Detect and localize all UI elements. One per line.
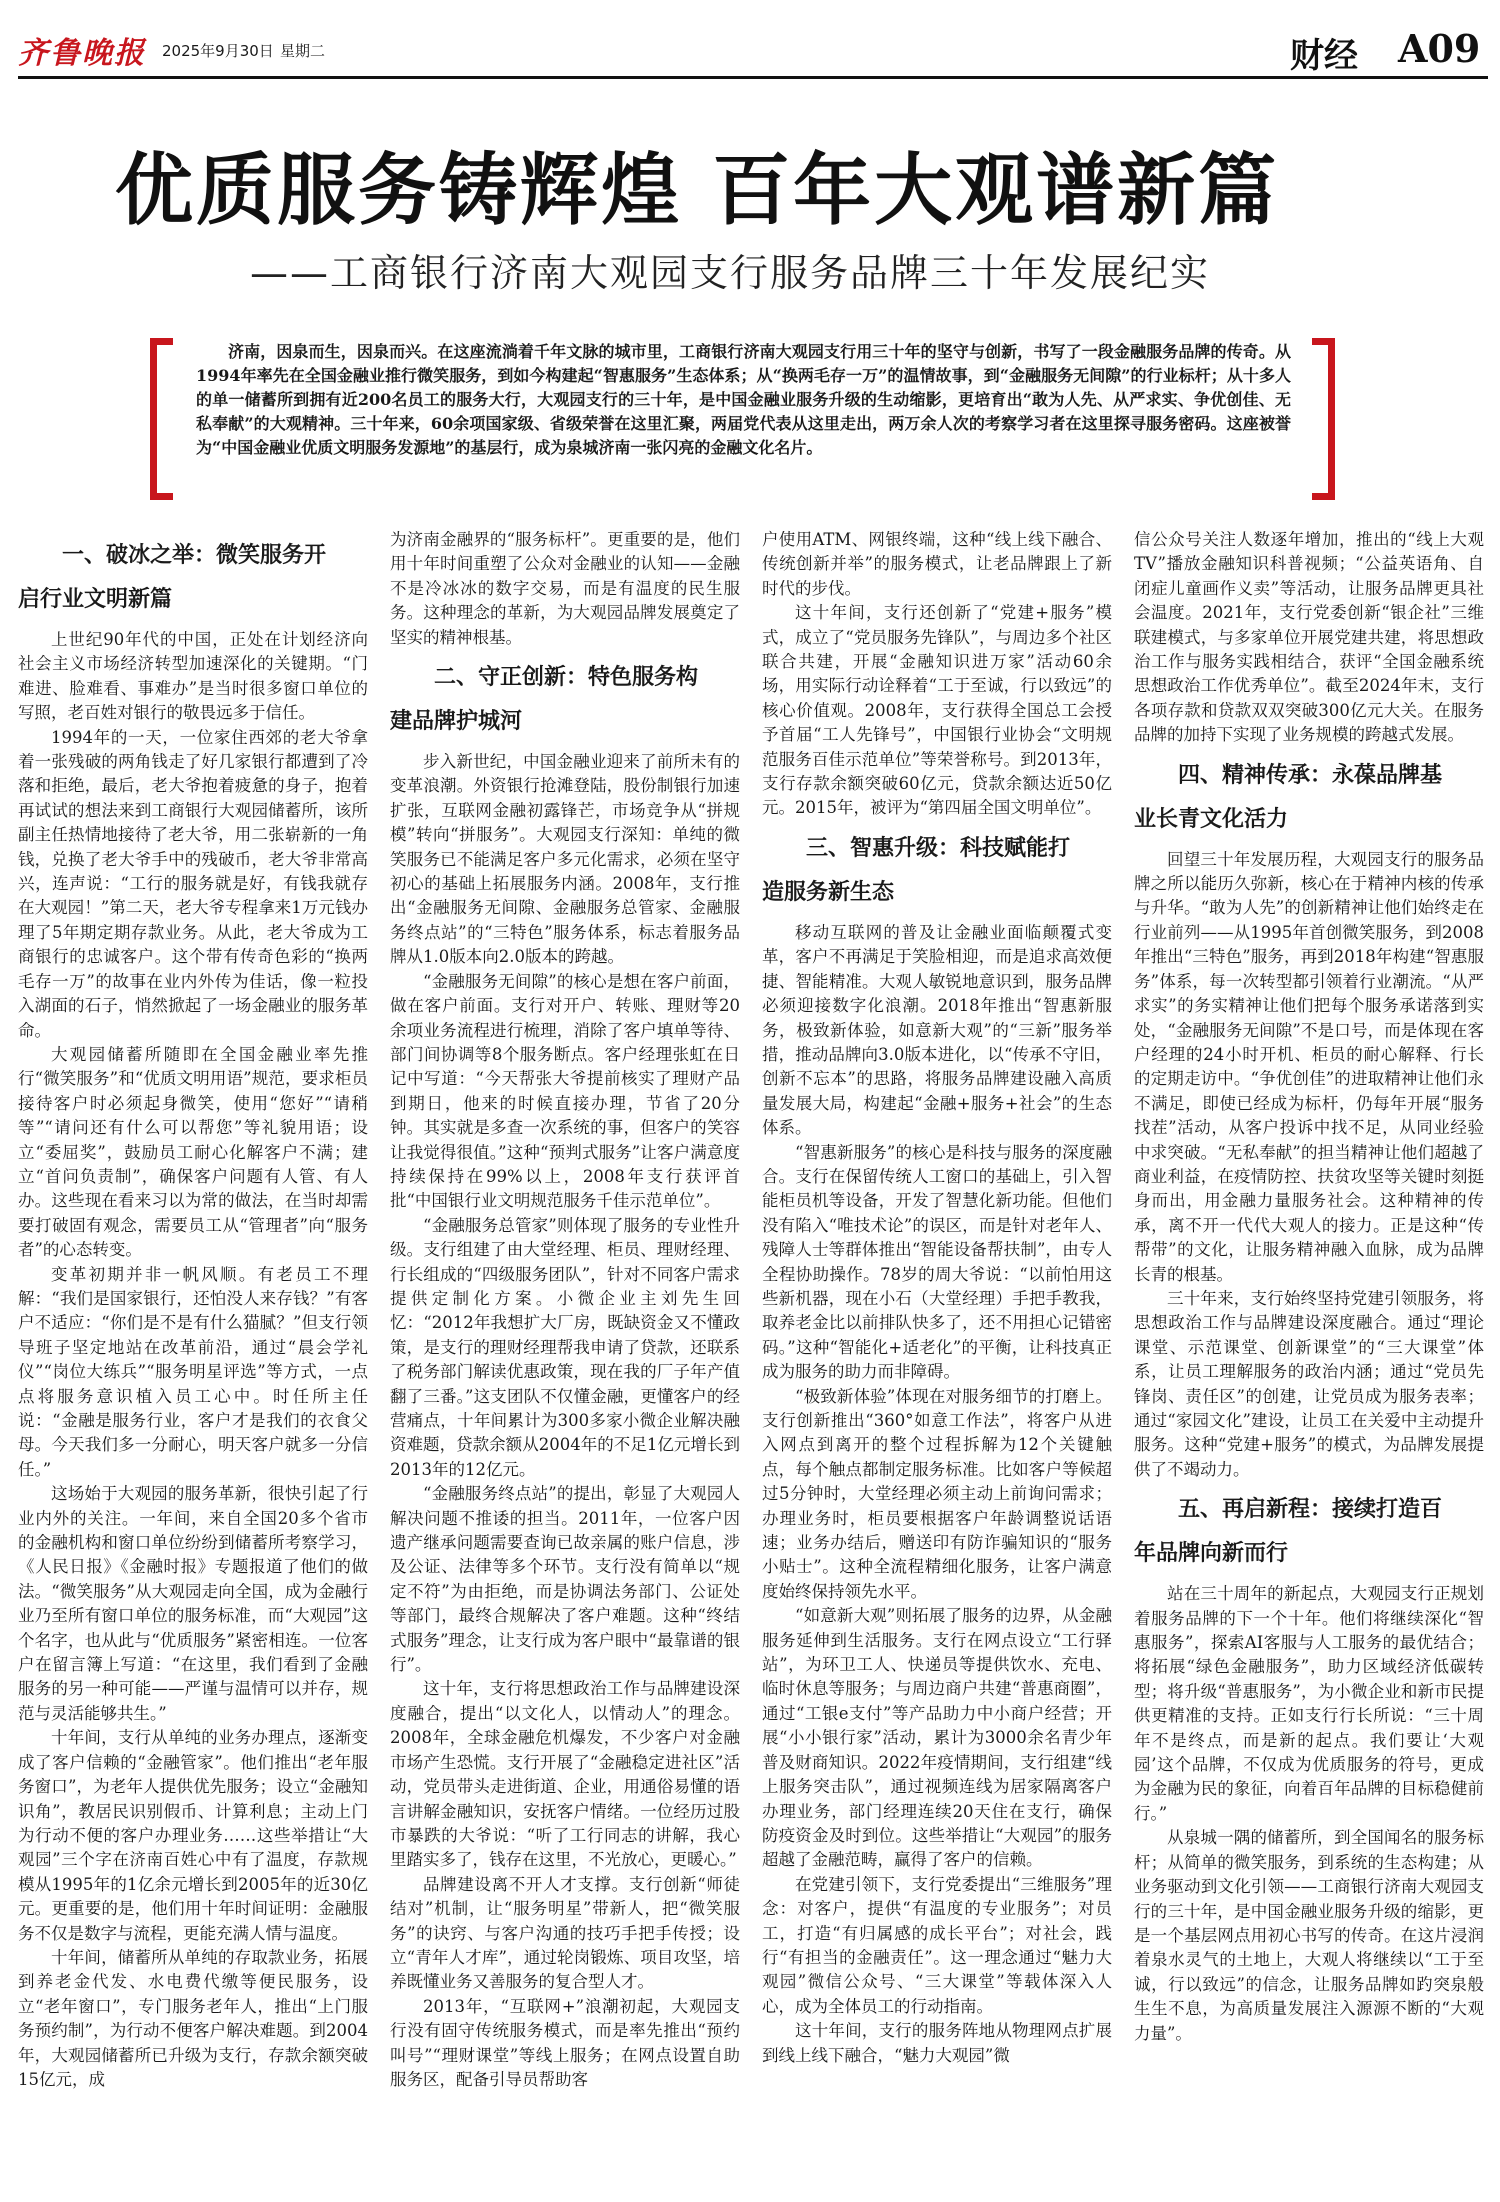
body-paragraph: “金融服务终点站”的提出，彰显了大观园人解决问题不推诿的担当。2011年，一位客户因遗产继承问题需要查询已故亲属的账户信息，涉及公证、法律等多个环节。支行没有简单以“规定不符”为由拒绝，而是协调法务部门、公证处等部门，最终合规解决了客户难题。这种“终结式服务”理念，让支行成为客户眼中“最靠谱的银行”。 xyxy=(390,1484,740,1675)
lead-paragraph: 济南，因泉而生，因泉而兴。在这座流淌着千年文脉的城市里，工商银行济南大观园支行用三十年的坚守与创新，书写了一段金融服务品牌的传奇。从1994年率先在全国金融业推行微笑服务，到如今构建起“智惠服务”生态体系；从“换两毛存一万”的温情故事，到“金融服务无间隙”的行业标杆；从十多人的单一储蓄所到拥有近200名员工的服务大行，大观园支行的三十年，是中国金融业服务升级的生动缩影，更培育出“敢为人先、从严求实、争优创佳、无私奉献”的大观精神。三十年来，60余项国家级、省级荣誉在这里汇聚，两届党代表从这里走出，两万余人次的考察学习者在这里探寻服务密码。这座被誉为“中国金融业优质文明服务发源地”的基层行，成为泉城济南一张闪亮的金融文化名片。 xyxy=(196,342,1291,457)
body-paragraph: 站在三十周年的新起点，大观园支行正规划着服务品牌的下一个十年。他们将继续深化“智惠服务”，探索AI客服与人工服务的最优结合；将拓展“绿色金融服务”，助力区域经济低碳转型；将升级“普惠服务”，为小微企业和新市民提供更精准的支持。正如支行行长所说：“三十周年不是终点，而是新的起点。我们要让‘大观园’这个品牌，不仅成为优质服务的符号，更成为金融为民的象征，向着百年品牌的目标稳健前行。” xyxy=(1134,1584,1484,1823)
newspaper-masthead: 齐鲁晚报 xyxy=(18,36,146,71)
body-paragraph: 回望三十年发展历程，大观园支行的服务品牌之所以能历久弥新，核心在于精神内核的传承与升华。“敢为人先”的创新精神让他们始终走在行业前列——从1995年首创微笑服务，到2008年推出“三特色”服务，再到2018年构建“智惠服务”体系，每一次转型都引领着行业潮流。“从严求实”的务实精神让他们把每个服务承诺落到实处，“金融服务无间隙”不是口号，而是体现在客户经理的24小时开机、柜员的耐心解释、行长的定期走访中。“争优创佳”的进取精神让他们永不满足，即使已经成为标杆，仍每年开展“服务找茬”活动，从客户投诉中找不足，从同业经验中求突破。“无私奉献”的担当精神让他们超越了商业利益，在疫情防控、扶贫攻坚等关键时刻挺身而出，用金融力量服务社会。这种精神的传承，离不开一代代大观人的接力。正是这种“传帮带”的文化，让服务精神融入血脉，成为品牌长青的根基。 xyxy=(1134,849,1484,1284)
body-paragraph: 十年间，支行从单纯的业务办理点，逐渐变成了客户信赖的“金融管家”。他们推出“老年服务窗口”，为老年人提供优先服务；设立“金融知识角”，教居民识别假币、计算利息；主动上门为行动不便的客户办理业务……这些举措让“大观园”三个字在济南百姓心中有了温度，存款规模从1995年的1亿余元增长到2005年的近30亿元。更重要的是，他们用十年时间证明：金融服务不仅是数字与流程，更能充满人情与温度。 xyxy=(18,1728,368,1943)
issue-date: 2025年9月30日 xyxy=(162,42,274,60)
body-paragraph: “智惠新服务”的核心是科技与服务的深度融合。支行在保留传统人工窗口的基础上，引入智能柜员机等设备，开发了智慧化新功能。但他们没有陷入“唯技术论”的误区，而是针对老年人、残障人士等群体推出“智能设备帮扶制”，由专人全程协助操作。78岁的周大爷说：“以前怕用这些新机器，现在小石（大堂经理）手把手教我，取养老金比以前排队快多了，还不用担心记错密码。”这种“智能化+适老化”的平衡，让科技真正成为服务的助力而非障碍。 xyxy=(762,1142,1112,1382)
lead-bracket-left xyxy=(150,338,173,500)
section-heading xyxy=(1134,1488,1484,1576)
body-paragraph: 十年间，储蓄所从单纯的存取款业务，拓展到养老金代发、水电费代缴等便民服务，设立“老年窗口”，专门服务老年人，推出“上门服务预约制”，为行动不便客户解决难题。到2004年，大观园储蓄所已升级为支行，存款余额突破15亿元，成 xyxy=(18,1947,368,2089)
body-paragraph: 移动互联网的普及让金融业面临颠覆式变革，客户不再满足于笑脸相迎，而是追求高效便捷、智能精准。大观人敏锐地意识到，服务品牌必须迎接数字化浪潮。2018年推出“智惠新服务，极致新体验，如意新大观”的“三新”服务举措，推动品牌向3.0版本进化，以“传承不守旧，创新不忘本”的思路，将服务品牌建设融入高质量发展大局，构建起“金融+服务+社会”的生态体系。 xyxy=(762,922,1112,1138)
lead-bracket-right xyxy=(1312,338,1335,500)
body-paragraph: 三十年来，支行始终坚持党建引领服务，将思想政治工作与品牌建设深度融合。通过“理论课堂、示范课堂、创新课堂”的“三大课堂”体系，让员工理解服务的政治内涵；通过“党员先锋岗、责任区”的创建，让党员成为服务表率；通过“家园文化”建设，让员工在关爱中主动提升服务。这种“党建+服务”的模式，为品牌发展提供了不竭动力。 xyxy=(1134,1288,1484,1479)
text-column-1 xyxy=(18,528,368,2188)
text-column-4 xyxy=(1134,528,1484,2188)
article-body xyxy=(18,528,1488,2188)
header-rule xyxy=(18,76,1488,79)
body-paragraph: 品牌建设离不开人才支撑。支行创新“师徒结对”机制，让“服务明星”带新人，把“微笑服务”的诀窍、与客户沟通的技巧手把手传授；设立“青年人才库”，通过轮岗锻炼、项目攻坚，培养既懂业务又善服务的复合型人才。 xyxy=(390,1874,740,1992)
section-heading-line: 年品牌向新而行 xyxy=(1134,1541,1289,1567)
body-paragraph: “金融服务无间隙”的核心是想在客户前面，做在客户前面。支行对开户、转账、理财等20余项业务流程进行梳理，消除了客户填单等待、部门间协调等8个服务断点。客户经理张虹在日记中写道：“今天帮张大爷提前核实了理财产品到期日，他来的时候直接办理，节省了20分钟。其实就是多查一次系统的事，但客户的笑容让我觉得很值。”这种“预判式服务”让客户满意度持续保持在99%以上，2008年支行获评首批“中国银行业文明规范服务千佳示范单位”。 xyxy=(390,971,740,1211)
body-paragraph: 1994年的一天，一位家住西郊的老大爷拿着一张残破的两角钱走了好几家银行都遭到了冷落和拒绝，最后，老大爷抱着疲惫的身子，抱着再试试的想法来到工商银行大观园储蓄所，该所副主任热情地接待了老大爷，用二张崭新的一角钱，兑换了老大爷手中的残破币，老大爷非常高兴，连声说：“工行的服务就是好，有钱我就存在大观园！”第二天，老大爷专程拿来1万元钱办理了5年期定期存款业务。从此，老大爷成为工商银行的忠诚客户。这个带有传奇色彩的“换两毛存一万”的故事在业内外传为佳话，像一粒投入湖面的石子，悄然掀起了一场金融业的服务革命。 xyxy=(18,727,368,1040)
body-paragraph: 在党建引领下，支行党委提出“三维服务”理念：对客户，提供“有温度的专业服务”；对员工，打造“有归属感的成长平台”；对社会，践行“有担当的金融责任”。这一理念通过“魅力大观园”微信公众号、“三大课堂”等载体深入人心，成为全体员工的行动指南。 xyxy=(762,1874,1112,2016)
body-paragraph: 这十年间，支行还创新了“党建+服务”模式，成立了“党员服务先锋队”，与周边多个社区联合共建，开展“金融知识进万家”活动60余场，用实际行动诠释着“工于至诚，行以致远”的核心价值观。2008年，支行获得全国总工会授予首届“工人先锋号”，中国银行业协会“文明规范服务百佳示范单位”等荣誉称号。到2013年，支行存款余额突破60亿元，贷款余额达近50亿元。2015年，被评为“第四届全国文明单位”。 xyxy=(762,603,1112,818)
body-paragraph: 从泉城一隅的储蓄所，到全国闻名的服务标杆；从简单的微笑服务，到系统的生态构建；从业务驱动到文化引领——工商银行济南大观园支行的三十年，是中国金融业服务升级的缩影，更是一个基层网点用初心书写的传奇。在这片浸润着泉水灵气的土地上，大观人将继续以“工于至诚，行以致远”的信念，让服务品牌如趵突泉般生生不息，为高质量发展注入源源不断的“大观力量”。 xyxy=(1134,1828,1484,2043)
section-heading-line: 四、精神传承：永葆品牌基 xyxy=(1178,762,1443,788)
section-heading-line: 五、再启新程：接续打造百 xyxy=(1178,1497,1443,1523)
section-heading xyxy=(390,656,740,744)
section-heading-line: 三、智惠升级：科技赋能打 xyxy=(806,835,1071,861)
lead-box xyxy=(150,338,1335,486)
section-heading-line: 启行业文明新篇 xyxy=(18,587,173,612)
body-paragraph: 户使用ATM、网银终端，这种“线上线下融合、传统创新并举”的服务模式，让老品牌跟上了新时代的步伐。 xyxy=(762,530,1112,598)
body-paragraph: 2013年，“互联网+”浪潮初起，大观园支行没有固守传统服务模式，而是率先推出“预约叫号”“理财课堂”等线上服务；在网点设置自助服务区，配备引导员帮助客 xyxy=(390,1996,740,2089)
page-header xyxy=(0,0,1500,80)
page-number: A09 xyxy=(1398,26,1481,71)
article-subheadline: ——工商银行济南大观园支行服务品牌三十年发展纪实 xyxy=(250,251,1211,295)
body-paragraph: 为济南金融界的“服务标杆”。更重要的是，他们用十年时间重塑了公众对金融业的认知——金融不是冷冰冰的数字交易，而是有温度的民生服务。这种理念的革新，为大观园品牌发展奠定了坚实的精神根基。 xyxy=(390,530,740,647)
section-heading-line: 建品牌护城河 xyxy=(390,709,523,735)
body-paragraph: “金融服务总管家”则体现了服务的专业性升级。支行组建了由大堂经理、柜员、理财经理、行长组成的“四级服务团队”，针对不同客户需求提供定制化方案。小微企业主刘先生回忆：“2012年我想扩大厂房，既缺资金又不懂政策，是支行的理财经理帮我申请了贷款，还联系了税务部门解读优惠政策，现在我的厂子年产值翻了三番。”这支团队不仅懂金融，更懂客户的经营痛点，十年间累计为300多家小微企业解决融资难题，贷款余额从2004年的不足1亿元增长到2013年的12亿元。 xyxy=(390,1215,740,1479)
section-heading-line: 二、守正创新：特色服务构 xyxy=(434,665,699,691)
body-paragraph: “极致新体验”体现在对服务细节的打磨上。支行创新推出“360°如意工作法”，将客户从进入网点到离开的整个过程拆解为12个关键触点，每个触点都制定服务标准。比如客户等候超过5分钟时，大堂经理必须主动上前询问需求；办理业务时，柜员要根据客户年龄调整说话语速；业务办结后，赠送印有防诈骗知识的“服务小贴士”。这种全流程精细化服务，让客户满意度始终保持领先水平。 xyxy=(762,1386,1112,1601)
section-heading xyxy=(18,534,368,622)
body-paragraph: 变革初期并非一帆风顺。有老员工不理解：“我们是国家银行，还怕没人来存钱？”有客户不适应：“你们是不是有什么猫腻？”但支行领导班子坚定地站在改革前沿，通过“晨会学礼仪”“岗位大练兵”“服务明星评选”等方式，一点点将服务意识植入员工心中。时任所主任说：“金融是服务行业，客户才是我们的衣食父母。今天我们多一分耐心，明天客户就多一分信任。” xyxy=(18,1264,368,1479)
body-paragraph: 大观园储蓄所随即在全国金融业率先推行“微笑服务”和“优质文明用语”规范，要求柜员接待客户时必须起身微笑，使用“您好”“请稍等”“请问还有什么可以帮您”等礼貌用语；设立“委屈奖”，鼓励员工耐心化解客户不满；建立“首问负责制”，确保客户问题有人管、有人办。这些现在看来习以为常的做法，在当时却需要打破固有观念，需要员工从“管理者”向“服务者”的心态转变。 xyxy=(18,1044,368,1260)
article-headline: 优质服务铸辉煌 百年大观谱新篇 xyxy=(115,146,1280,236)
section-heading-line: 造服务新生态 xyxy=(762,879,895,905)
section-heading xyxy=(1134,754,1484,842)
section-heading-line: 一、破冰之举：微笑服务开 xyxy=(62,543,327,568)
body-paragraph: 上世纪90年代的中国，正处在计划经济向社会主义市场经济转型加速深化的关键期。“门难进、脸难看、事难办”是当时很多窗口单位的写照，老百姓对银行的敬畏远多于信任。 xyxy=(18,630,368,723)
body-paragraph: 这场始于大观园的服务革新，很快引起了行业内外的关注。一年间，来自全国20多个省市的金融机构和窗口单位纷纷到储蓄所考察学习，《人民日报》《金融时报》专题报道了他们的做法。“微笑服务”从大观园走向全国，成为金融行业乃至所有窗口单位的服务标准，而“大观园”这个名字，也从此与“优质服务”紧密相连。一位客户在留言簿上写道：“在这里，我们看到了金融服务的另一种可能——严谨与温情可以并存，规范与灵活能够共生。” xyxy=(18,1484,368,1723)
section-heading-line: 业长青文化活力 xyxy=(1134,806,1289,832)
body-paragraph: “如意新大观”则拓展了服务的边界，从金融服务延伸到生活服务。支行在网点设立“工行驿站”，为环卫工人、快递员等提供饮水、充电、临时休息等服务；与周边商户共建“普惠商圈”，通过“工银e支付”等产品助力中小商户经营；开展“小小银行家”活动，累计为3000余名青少年普及财商知识。2022年疫情期间，支行组建“线上服务突击队”，通过视频连线为居家隔离客户办理业务，部门经理连续20天住在支行，确保防疫资金及时到位。这些举措让“大观园”的服务超越了金融范畴，赢得了客户的信赖。 xyxy=(762,1606,1112,1870)
issue-weekday: 星期二 xyxy=(280,42,326,60)
body-paragraph: 这十年，支行将思想政治工作与品牌建设深度融合，提出“以文化人，以情动人”的理念。2008年，全球金融危机爆发，不少客户对金融市场产生恐慌。支行开展了“金融稳定进社区”活动，党员带头走进街道、企业，用通俗易懂的语言讲解金融知识，安抚客户情绪。一位经历过股市暴跌的大爷说：“听了工行同志的讲解，我心里踏实多了，钱存在这里，不光放心，更暖心。” xyxy=(390,1679,740,1870)
body-paragraph: 这十年间，支行的服务阵地从物理网点扩展到线上线下融合，“魅力大观园”微 xyxy=(762,2021,1112,2065)
text-column-2 xyxy=(390,528,740,2188)
section-name: 财经 xyxy=(1290,36,1358,76)
body-paragraph: 步入新世纪，中国金融业迎来了前所未有的变革浪潮。外资银行抢滩登陆，股份制银行加速扩张，互联网金融初露锋芒，市场竞争从“拼规模”转向“拼服务”。大观园支行深知：单纯的微笑服务已不能满足客户多元化需求，必须在坚守初心的基础上拓展服务内涵。2008年，支行推出“金融服务无间隙、金融服务总管家、金融服务终点站”的“三特色”服务体系，标志着服务品牌从1.0版本向2.0版本的跨越。 xyxy=(390,752,740,967)
text-column-3 xyxy=(762,528,1112,2188)
body-paragraph: 信公众号关注人数逐年增加，推出的“线上大观TV”播放金融知识科普视频；“公益英语角、自闭症儿童画作义卖”等活动，让服务品牌更具社会温度。2021年，支行党委创新“银企社”三维联建模式，与多家单位开展党建共建，将思想政治工作与服务实践相结合，获评“全国金融系统思想政治工作优秀单位”。截至2024年末，支行各项存款和贷款双双突破300亿元大关。在服务品牌的加持下实现了业务规模的跨越式发展。 xyxy=(1134,530,1484,745)
section-heading xyxy=(762,827,1112,915)
